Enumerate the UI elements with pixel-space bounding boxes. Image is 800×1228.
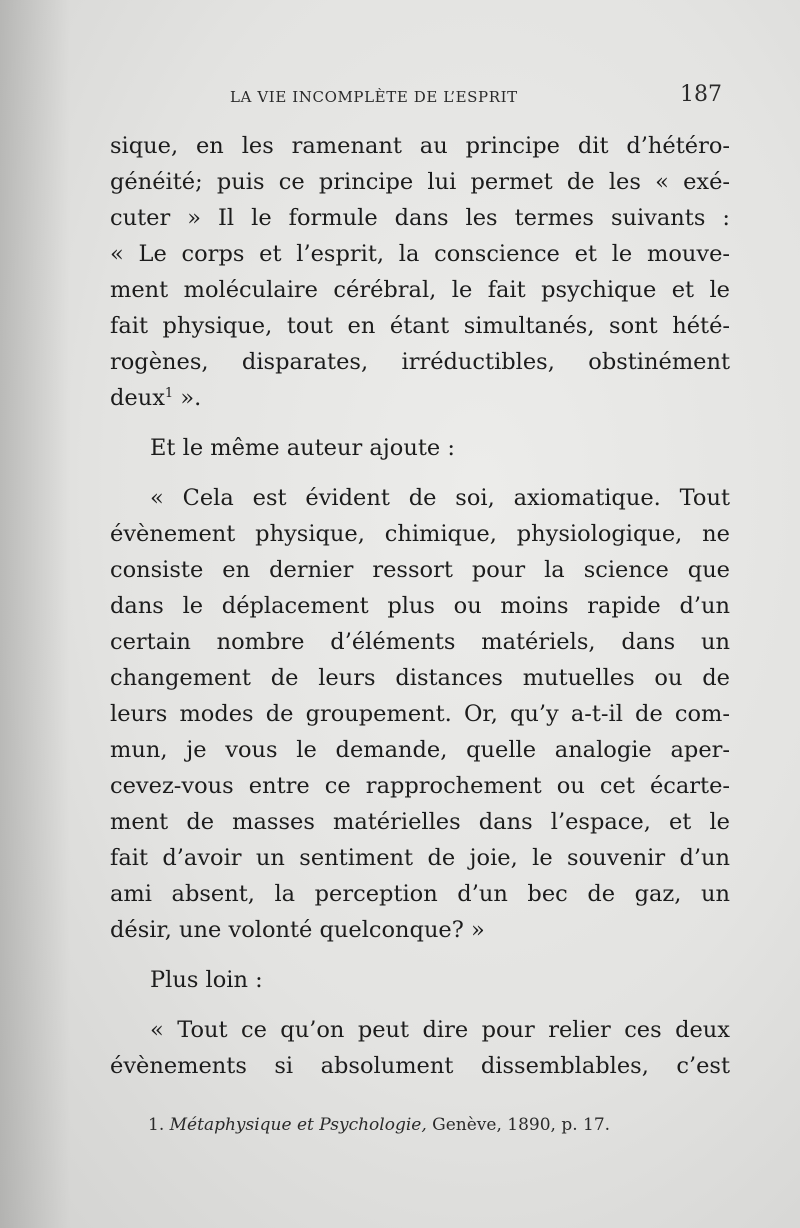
text-line: consiste en dernier ressort pour la science que (110, 557, 730, 583)
text-line: rogènes, disparates, irréductibles, obstinément (110, 349, 730, 375)
text-line: mun, je vous le demande, quelle analogie aper- (110, 737, 730, 763)
text-line: certain nombre d’éléments matériels, dans un (110, 629, 730, 655)
text-line: désir, une volonté quelconque? » (110, 917, 485, 943)
text-line: « Tout ce qu’on peut dire pour relier ces deux (150, 1017, 730, 1043)
text-line: ment de masses matérielles dans l’espace, et le (110, 809, 730, 835)
text-line: changement de leurs distances mutuelles ou de (110, 665, 730, 691)
footnote-reference: 1 (164, 386, 174, 401)
paragraph-gap (110, 948, 730, 962)
text-line: Plus loin : (150, 967, 263, 993)
text-line-last (110, 380, 730, 416)
page-edge-shadow (0, 0, 70, 1228)
paragraph-gap (110, 416, 730, 430)
paragraph-gap (110, 998, 730, 1012)
text-line: généité; puis ce principe lui permet de les « exé- (110, 169, 730, 195)
text-line: évènements si absolument dissemblables, c’est (110, 1053, 730, 1079)
footnote (148, 1115, 610, 1135)
page-header (230, 82, 730, 112)
page-number: 187 (680, 82, 722, 107)
footnote-details: Genève, 1890, p. 17. (426, 1115, 611, 1135)
paragraph-gap (110, 466, 730, 480)
text-line: dans le déplacement plus ou moins rapide d’un (110, 593, 730, 619)
text-line: ment moléculaire cérébral, le fait psychique et le (110, 277, 730, 303)
text-line: sique, en les ramenant au principe dit d’hétéro- (110, 133, 730, 159)
footnote-number: 1. (148, 1115, 165, 1135)
running-title: LA VIE INCOMPLÈTE DE L’ESPRIT (230, 88, 518, 106)
text-fragment: deux (110, 385, 165, 411)
text-line: leurs modes de groupement. Or, qu’y a-t-il de com- (110, 701, 730, 727)
text-line: « Le corps et l’esprit, la conscience et le mouve- (110, 241, 730, 267)
body-text (110, 128, 730, 1084)
text-line: évènement physique, chimique, physiologique, ne (110, 521, 730, 547)
text-line: cuter » Il le formule dans les termes suivants : (110, 205, 730, 231)
text-line: Et le même auteur ajoute : (150, 435, 455, 461)
text-line: ami absent, la perception d’un bec de gaz, un (110, 881, 730, 907)
text-fragment: ». (173, 385, 202, 411)
text-line: cevez-vous entre ce rapprochement ou cet écarte- (110, 773, 730, 799)
text-line: fait d’avoir un sentiment de joie, le souvenir d’un (110, 845, 730, 871)
text-line: fait physique, tout en étant simultanés, sont hété- (110, 313, 730, 339)
text-line: « Cela est évident de soi, axiomatique. Tout (150, 485, 730, 511)
footnote-title: Métaphysique et Psychologie, (169, 1115, 427, 1135)
